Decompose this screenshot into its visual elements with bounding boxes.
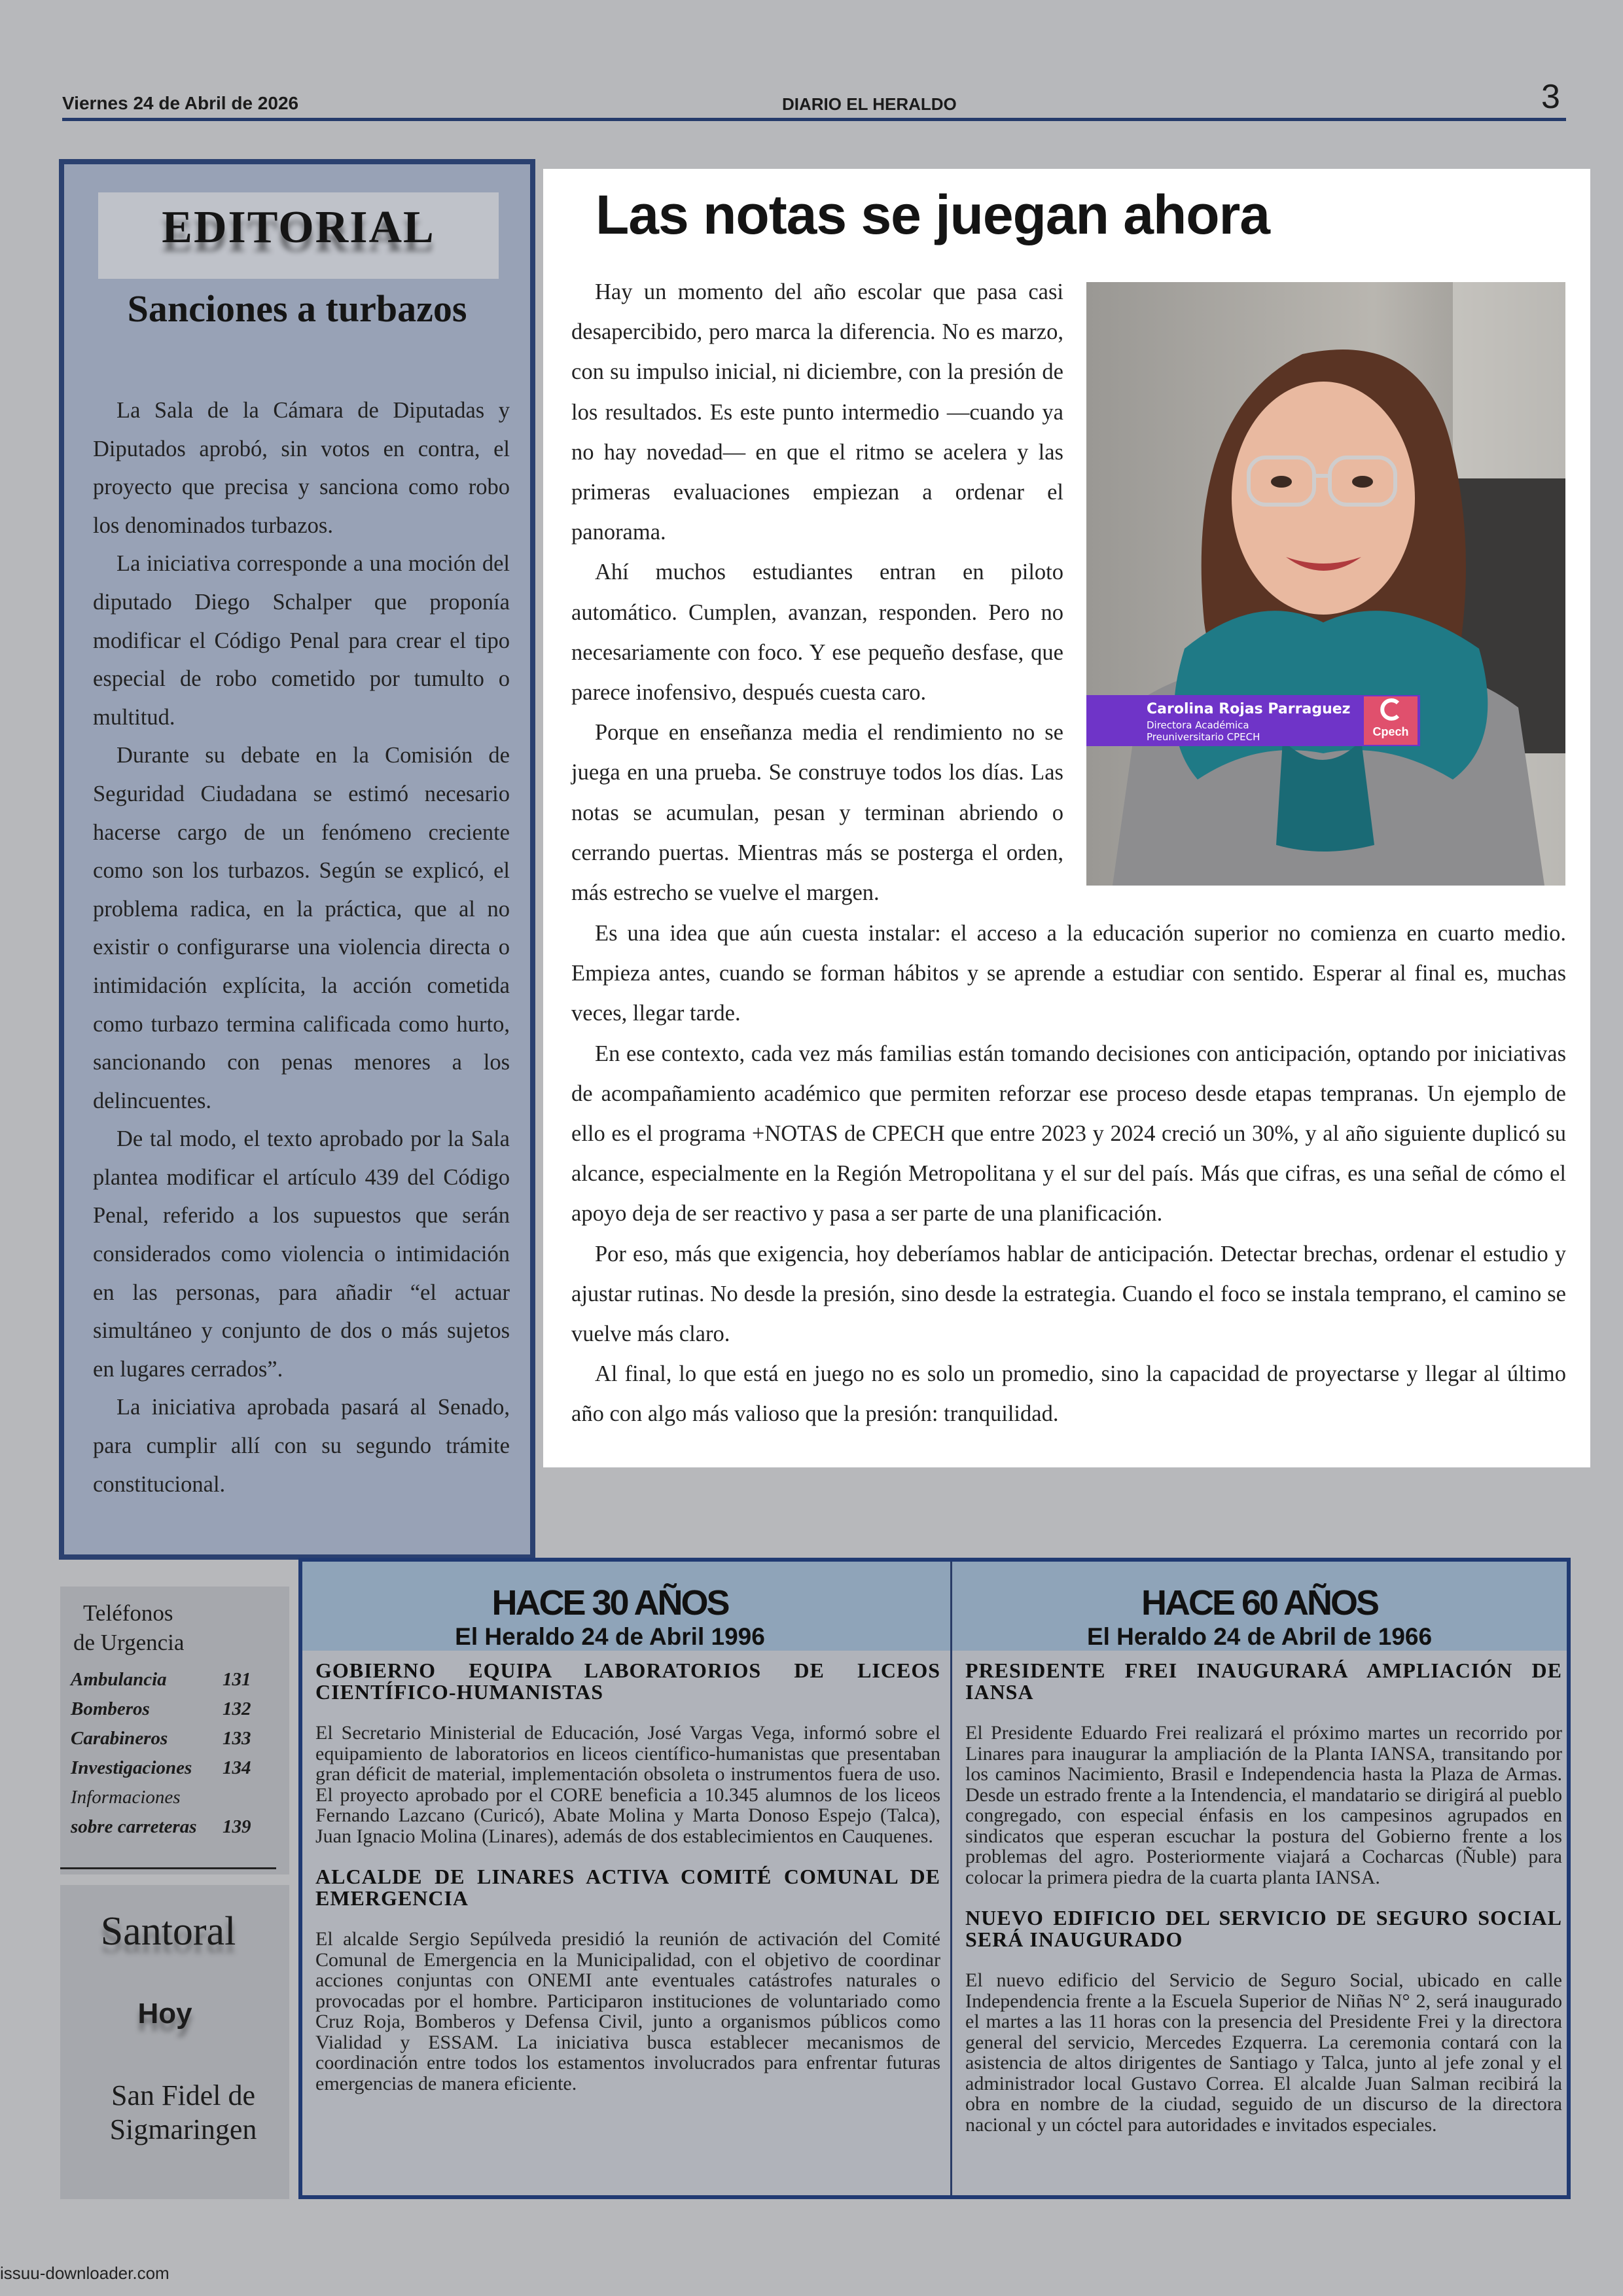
history-right-column [965, 1660, 1562, 2155]
phones-title: de Urgencia [73, 1630, 185, 1655]
history-item-title: PRESIDENTE FREI INAUGURARÁ AMPLIACIÓN DE IANSA [965, 1659, 1562, 1704]
phone-number: 132 [223, 1698, 251, 1719]
article-paragraph: Por eso, más que exigencia, hoy deberíamos hablar de anticipación. Detectar brechas, ordenar el estudio y ajustar rutinas. No desde la presión, sino desde la estrategia. Cuando el foco se instala temprano, el camino se vuelve más claro. [571, 1241, 1566, 1347]
article-body-bottom [571, 914, 1566, 1435]
phone-row [71, 1757, 267, 1779]
history-left-heading: HACE 30 AÑOS [491, 1583, 728, 1623]
article-body-top [571, 272, 1063, 913]
santoral-today: Hoy [137, 1998, 192, 2030]
history-item-title: GOBIERNO EQUIPA LABORATORIOS DE LICEOS CIENTÍFICO-HUMANISTAS [315, 1659, 940, 1704]
caption-role: Directora Académica [1147, 719, 1249, 731]
history-right-heading: HACE 60 AÑOS [1141, 1583, 1378, 1623]
author-photo [1086, 282, 1565, 886]
editorial-body [93, 391, 510, 1503]
history-item-text: El nuevo edificio del Servicio de Seguro Social, ubicado en calle Independencia frente a la Escuela Superior de Niñas N° 2, será inaugurado el martes a las 11 horas con la presencia del Presidente Frei y la directora general del servicio, Mercedes Ezquerra. La ceremonia contará con la asistencia de altos dirigentes de Santiago y Talca, junto al jefe zonal y el administrador local Gustavo Correa. El alcalde Juan Salman recibirá la obra en nombre de la ciudad, seguido de un discurso de la directora nacional y un cóctel para autoridades e invitados especiales. [965, 1969, 1562, 2136]
santoral-saint [79, 2079, 288, 2147]
article-paragraph: En ese contexto, cada vez más familias están tomando decisiones con anticipación, optando por iniciativas de acompañamiento académico que permiten reforzar ese proceso desde etapas tempranas. Un ejemplo de ello es el programa +NOTAS de CPECH que entre 2023 y 2024 creció un 30%, y al año siguiente duplicó su alcance, especialmente en la Región Metropolitana y el sur del país. Más que cifras, es una señal de cómo el apoyo deja de ser reactivo y pasa a ser parte de una planificación. [571, 1041, 1566, 1227]
history-item-title: NUEVO EDIFICIO DEL SERVICIO DE SEGURO SOCIAL SERÁ INAUGURADO [965, 1906, 1562, 1951]
portrait-illustration [1086, 282, 1565, 886]
cpech-logo-icon [1364, 696, 1418, 723]
editorial-paragraph: La iniciativa aprobada pasará al Senado, para cumplir allí con su segundo trámite constitucional. [93, 1395, 510, 1497]
history-item-title: ALCALDE DE LINARES ACTIVA COMITÉ COMUNAL DE EMERGENCIA [315, 1865, 940, 1910]
santoral-title: Santoral [100, 1909, 236, 1954]
editorial-title: Sanciones a turbazos [127, 287, 467, 330]
editorial-paragraph: Durante su debate en la Comisión de Seguridad Ciudadana se estimó necesario hacerse cargo de un fenómeno creciente como son los turbazos. Según se explicó, el problema radica, en la práctica, que al no existir o configurarse una violencia directa o intimidación explícita, la acción cometida como turbazo termina calificada como hurto, sancionando con penas menores a los delincuentes. [93, 743, 510, 1113]
newspaper-name: DIARIO EL HERALDO [782, 94, 957, 114]
phone-number: 133 [223, 1728, 251, 1749]
history-left-column [315, 1660, 940, 2113]
phone-label: Carabineros [71, 1728, 168, 1749]
history-divider [950, 1562, 952, 2195]
phone-label: sobre carreteras [71, 1816, 197, 1837]
history-item-text: El Presidente Eduardo Frei realizará el próximo martes un recorrido por Linares para inaugurar la ampliación de la Planta IANSA, transitando por los caminos Nacimiento, Brasil e Independencia hasta la Plaza de Armas. Desde un estrado frente a la Intendencia, el mandatario se dirigirá al pueblo congregado, con especial énfasis en los campesinos agrupados en sindicatos que esperan escuchar la postura del Gobierno frente a los problemas del agro. Posteriormente viajará a Cocharcas (Ñuble) para colocar la primera piedra de la cuarta planta IANSA. [965, 1722, 1562, 1888]
history-item-text: El Secretario Ministerial de Educación, José Vargas Vega, informó sobre el equipamiento de laboratorios en liceos científico-humanistas que presentaban gran déficit de material, implementación obsoleta o instrumentos fuera de uso. El proyecto aprobado por el CORE beneficia a 10.345 alumnos de los liceos Fernando Lazcano (Curicó), Abate Molina y Marta Donoso Espejo (Talca), Juan Ignacio Molina (Linares), además de dos establecimientos en Cauquenes. [315, 1722, 940, 1847]
saint-line: San Fidel de [111, 2079, 255, 2111]
phone-number: 134 [223, 1757, 251, 1778]
saint-line: Sigmaringen [109, 2113, 257, 2145]
header-date: Viernes 24 de Abril de 2026 [62, 93, 299, 113]
caption-role: Preuniversitario CPECH [1147, 731, 1260, 743]
footer-credit: issuu-downloader.com [0, 2263, 169, 2283]
article-paragraph: Al final, lo que está en juego no es solo un promedio, sino la capacidad de proyectarse y llegar al último año con algo más valioso que la presión: tranquilidad. [571, 1361, 1566, 1427]
phone-row [71, 1669, 267, 1691]
editorial-paragraph: La iniciativa corresponde a una moción del diputado Diego Schalper que proponía modificar el Código Penal para crear el tipo especial de robo cometido por tumulto o multitud. [93, 551, 510, 730]
phones-title: Teléfonos [83, 1600, 173, 1626]
history-item-text: El alcalde Sergio Sepúlveda presidió la reunión de activación del Comité Comunal de Emergencia en la Municipalidad, con el objetivo de coordinar acciones conjuntas con ONEMI ante eventuales catástrofes naturales o provocadas por el hombre. Participaron instituciones de voluntariado como Cruz Roja, Bomberos y Defensa Civil, junto a organismos públicos como Vialidad y ESSAM. La iniciativa busca establecer mecanismos de coordinación entre todos los estamentos involucrados para enfrentar futuras emergencias de manera eficiente. [315, 1928, 940, 2094]
article-paragraph: Ahí muchos estudiantes entran en piloto automático. Cumplen, avanzan, responden. Pero no necesariamente con foco. Y ese pequeño desfase, que parece inofensivo, después cuesta caro. [571, 560, 1063, 706]
page-number: 3 [1541, 78, 1560, 116]
editorial-paragraph: De tal modo, el texto aprobado por la Sala plantea modificar el artículo 439 del Código Penal, referido a los supuestos que serán considerados como violencia o intimidación en las personas, para añadir “el actuar simultáneo y conjunto de dos o más sujetos en lugares cerrados”. [93, 1126, 510, 1382]
phone-info-label: Informaciones [71, 1787, 181, 1808]
caption-name: Carolina Rojas Parraguez [1147, 701, 1351, 717]
editorial-label: EDITORIAL [162, 202, 435, 253]
phones-divider [60, 1867, 276, 1869]
article-title: Las notas se juegan ahora [596, 184, 1270, 245]
phone-number: 131 [223, 1669, 251, 1690]
editorial-paragraph: La Sala de la Cámara de Diputadas y Diputados aprobó, sin votos en contra, el proyecto que precisa y sanciona como robo los denominados turbazos. [93, 398, 510, 538]
header-rule [62, 118, 1566, 121]
article-paragraph: Porque en enseñanza media el rendimiento no se juega en una prueba. Se construye todos los días. Las notas se acumulan, pesan y terminan abriendo o cerrando puertas. Mientras más se posterga el orden, más estrecho se vuelve el margen. [571, 720, 1063, 906]
phone-row [71, 1816, 267, 1838]
cpech-logo-text: Cpech [1372, 725, 1409, 738]
history-left-subheading: El Heraldo 24 de Abril 1996 [455, 1623, 765, 1650]
phone-label: Bomberos [71, 1698, 150, 1719]
phone-row [71, 1698, 267, 1720]
article-paragraph: Es una idea que aún cuesta instalar: el acceso a la educación superior no comienza en cuarto medio. Empieza antes, cuando se forman hábitos y se aprende a estudiar con sentido. Esperar al final es, muchas veces, llegar tarde. [571, 921, 1566, 1026]
history-right-subheading: El Heraldo 24 de Abril de 1966 [1086, 1623, 1433, 1650]
phone-label: Investigaciones [71, 1757, 192, 1778]
phone-label: Ambulancia [71, 1669, 167, 1690]
article-paragraph: Hay un momento del año escolar que pasa casi desapercibido, pero marca la diferencia. No es marzo, con su impulso inicial, ni diciembre, con la presión de los resultados. Es este punto intermedio —cuando ya no hay novedad— en que el ritmo se acelera y las primeras evaluaciones empiezan a ordenar el panorama. [571, 279, 1063, 545]
phone-number: 139 [223, 1816, 251, 1837]
phone-row [71, 1728, 267, 1749]
